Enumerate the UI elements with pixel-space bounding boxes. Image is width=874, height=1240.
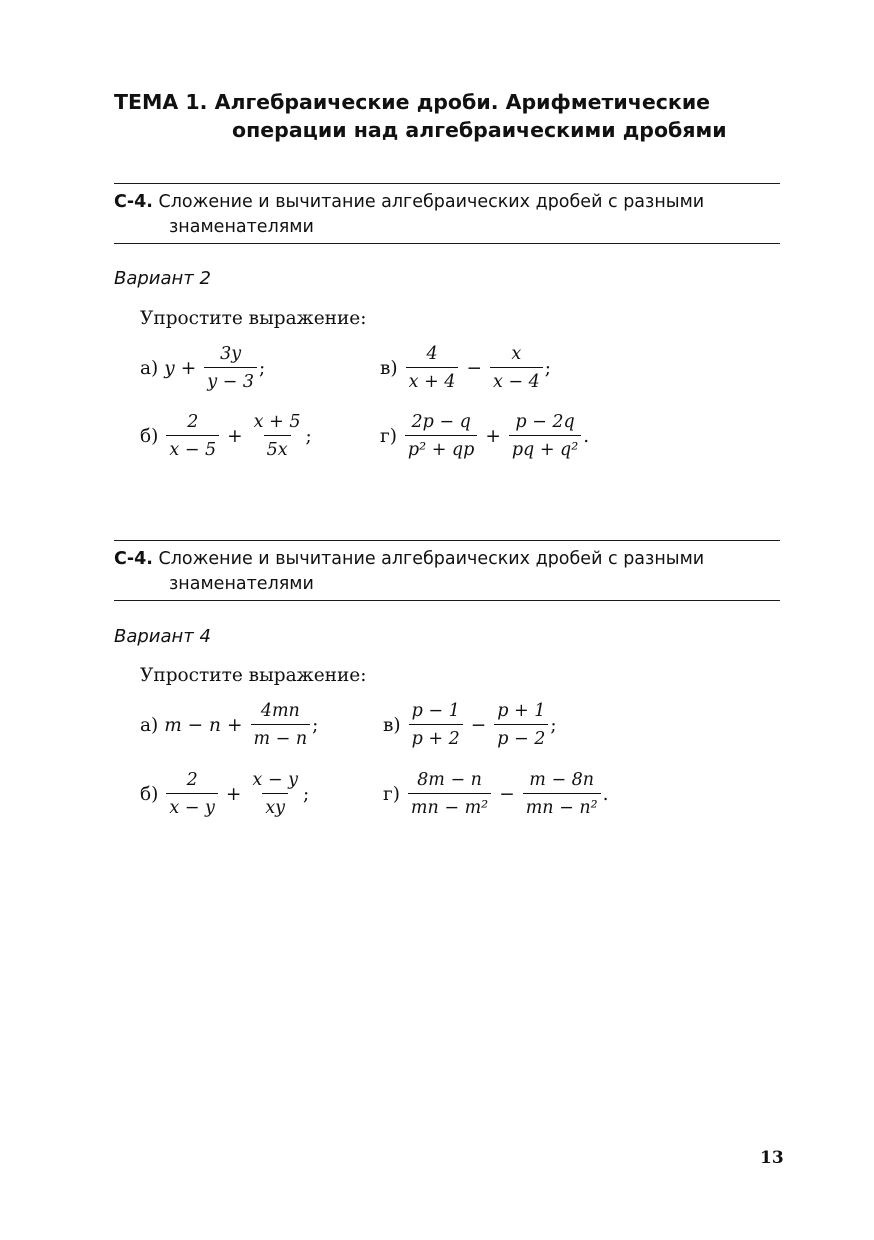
operator: + xyxy=(227,425,243,447)
section-bottom-rule xyxy=(114,600,780,601)
page-number: 13 xyxy=(760,1148,784,1168)
exercise-label: а) xyxy=(140,714,159,736)
denominator: x − y xyxy=(166,793,218,819)
fraction xyxy=(406,343,459,393)
denominator: y − 3 xyxy=(204,367,257,393)
operator: + xyxy=(180,357,197,379)
fraction xyxy=(249,769,301,819)
section-heading xyxy=(114,190,794,240)
section-top-rule xyxy=(114,540,780,541)
denominator: x − 5 xyxy=(166,435,219,461)
fraction xyxy=(408,769,491,819)
denominator: m − n xyxy=(251,724,311,750)
fraction xyxy=(251,411,304,461)
terminator: . xyxy=(602,783,609,805)
expression-term: m − n xyxy=(164,714,221,736)
fraction xyxy=(490,343,543,393)
terminator: ; xyxy=(305,425,312,447)
topic-line-1: ТЕМА 1. Алгебраические дроби. Арифметические xyxy=(114,90,711,114)
numerator: 4mn xyxy=(260,701,300,721)
terminator: . xyxy=(583,425,590,447)
topic-line-2: операции над алгебраическими дробями xyxy=(232,118,727,142)
operator: + xyxy=(225,783,242,805)
operator: − xyxy=(499,783,515,805)
fraction xyxy=(166,411,219,461)
task-text: Упростите выражение: xyxy=(140,665,367,686)
section-code: С-4. xyxy=(114,549,153,569)
denominator: x − 4 xyxy=(490,367,543,393)
denominator: p + 2 xyxy=(409,724,463,750)
exercise-g xyxy=(380,411,589,461)
numerator: x + 5 xyxy=(253,412,301,432)
numerator: 2 xyxy=(186,770,198,790)
terminator: ; xyxy=(312,714,319,736)
exercise-a xyxy=(140,700,318,750)
task-text: Упростите выражение: xyxy=(140,308,367,329)
section-code: С-4. xyxy=(114,192,153,212)
fraction xyxy=(523,769,601,819)
expression-term: y xyxy=(164,357,175,379)
section-title-line-2: знаменателями xyxy=(169,574,314,594)
denominator: p − 2 xyxy=(494,724,548,750)
fraction xyxy=(494,700,548,750)
numerator: x − y xyxy=(252,770,298,790)
operator: − xyxy=(470,714,487,736)
exercise-b xyxy=(140,769,309,819)
operator: − xyxy=(466,357,482,379)
numerator: p − 1 xyxy=(411,701,460,721)
section-top-rule xyxy=(114,183,780,184)
denominator: 5x xyxy=(264,435,291,461)
numerator: x xyxy=(511,344,522,364)
denominator: mn − m² xyxy=(408,793,491,819)
exercise-label: в) xyxy=(380,357,398,379)
exercise-b xyxy=(140,411,312,461)
exercise-v xyxy=(380,343,551,393)
numerator: 2 xyxy=(187,412,199,432)
denominator: pq + q² xyxy=(509,435,581,461)
fraction xyxy=(251,700,311,750)
exercise-label: б) xyxy=(140,425,159,447)
section-heading xyxy=(114,547,794,597)
exercise-g xyxy=(383,769,609,819)
denominator: xy xyxy=(262,793,288,819)
variant-title: Вариант 4 xyxy=(114,626,211,647)
variant-title: Вариант 2 xyxy=(114,268,211,289)
exercise-label: а) xyxy=(140,357,159,379)
fraction xyxy=(509,411,581,461)
denominator: p² + qp xyxy=(405,435,477,461)
fraction xyxy=(166,769,218,819)
section-title-line-2: знаменателями xyxy=(169,217,314,237)
terminator: ; xyxy=(544,357,551,379)
exercise-label: г) xyxy=(383,783,400,805)
numerator: 8m − n xyxy=(417,770,482,790)
terminator: ; xyxy=(550,714,557,736)
numerator: p − 2q xyxy=(515,412,575,432)
section-title-line-1: Сложение и вычитание алгебраических дробей с разными xyxy=(158,192,705,212)
topic-heading xyxy=(114,88,794,144)
section-bottom-rule xyxy=(114,243,780,244)
exercise-a xyxy=(140,343,265,393)
denominator: x + 4 xyxy=(406,367,459,393)
exercise-label: в) xyxy=(383,714,401,736)
operator: + xyxy=(485,425,501,447)
denominator: mn − n² xyxy=(523,793,601,819)
fraction xyxy=(405,411,477,461)
numerator: 4 xyxy=(426,344,438,364)
numerator: p + 1 xyxy=(497,701,546,721)
numerator: 3y xyxy=(220,344,242,364)
exercise-label: г) xyxy=(380,425,397,447)
exercise-label: б) xyxy=(140,783,159,805)
operator: + xyxy=(226,714,243,736)
terminator: ; xyxy=(259,357,266,379)
numerator: 2p − q xyxy=(411,412,471,432)
fraction xyxy=(409,700,463,750)
fraction xyxy=(204,343,257,393)
terminator: ; xyxy=(302,783,310,805)
section-title-line-1: Сложение и вычитание алгебраических дробей с разными xyxy=(158,549,705,569)
exercise-v xyxy=(383,700,557,750)
numerator: m − 8n xyxy=(529,770,595,790)
